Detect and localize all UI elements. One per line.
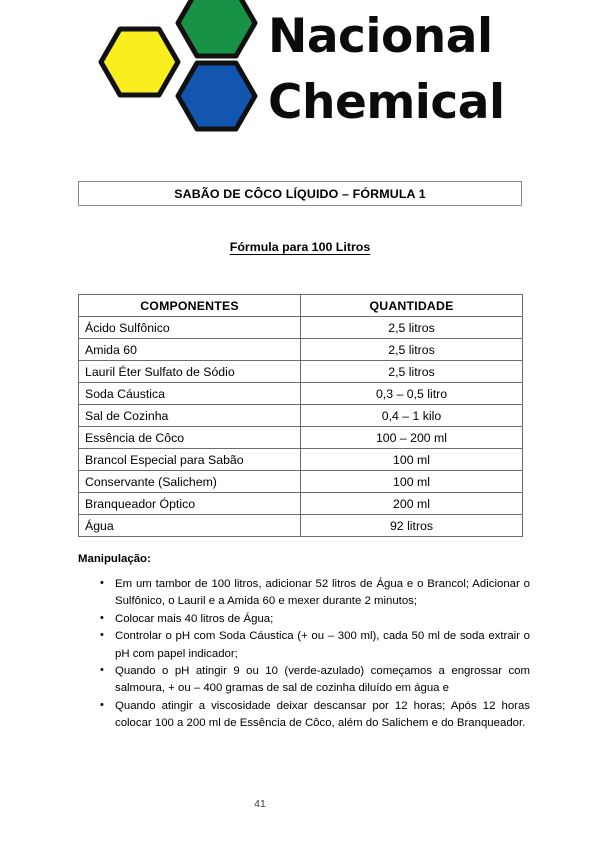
- table-header-row: [79, 295, 523, 317]
- cell-quantity: 2,5 litros: [301, 361, 523, 383]
- cell-component: Branqueador Óptico: [79, 493, 301, 515]
- cell-component: Brancol Especial para Sabão: [79, 449, 301, 471]
- manipulation-heading: Manipulação:: [78, 553, 151, 565]
- cell-quantity: 100 ml: [301, 449, 523, 471]
- cell-quantity: 2,5 litros: [301, 317, 523, 339]
- hexagon-blue-icon: [178, 63, 255, 129]
- table-body: [79, 317, 523, 537]
- list-item: • Quando atingir a viscosidade deixar descansar por 12 horas; Após 12 horas colocar 100 a 200 ml de Essência de Côco, além do Salichem e do Branqueador.: [78, 698, 530, 733]
- brand-name-line-1: Nacional: [268, 9, 493, 64]
- column-header-quantity: QUANTIDADE: [301, 295, 523, 317]
- manipulation-section: [78, 553, 530, 733]
- table-row: [79, 339, 523, 361]
- hexagon-yellow-icon: [101, 29, 178, 95]
- list-item: • Controlar o pH com Soda Cáustica (+ ou – 300 ml), cada 50 ml de soda extrair o pH com papel indicador;: [78, 628, 530, 663]
- cell-quantity: 0,3 – 0,5 litro: [301, 383, 523, 405]
- brand-name-line-2: Chemical: [268, 75, 505, 130]
- list-item: • Quando o pH atingir 9 ou 10 (verde-azulado) começamos a engrossar com salmoura, + ou – 400 gramas de sal de cozinha diluído em água e: [78, 663, 530, 698]
- cell-quantity: 100 – 200 ml: [301, 427, 523, 449]
- list-item: • Colocar mais 40 litros de Água;: [78, 611, 530, 628]
- cell-component: Ácido Sulfônico: [79, 317, 301, 339]
- formula-subtitle: Fórmula para 100 Litros: [229, 240, 371, 254]
- table-row: [79, 317, 523, 339]
- table-row: [79, 427, 523, 449]
- cell-component: Sal de Cozinha: [79, 405, 301, 427]
- cell-quantity: 0,4 – 1 kilo: [301, 405, 523, 427]
- table-row: [79, 471, 523, 493]
- table-row: [79, 383, 523, 405]
- table-row: [79, 361, 523, 383]
- table-row: [79, 405, 523, 427]
- page-number: 41: [254, 798, 266, 810]
- document-title-box: [78, 181, 522, 206]
- table-row: [79, 449, 523, 471]
- table-row: [79, 515, 523, 537]
- cell-component: Conservante (Salichem): [79, 471, 301, 493]
- table-header: [79, 295, 523, 317]
- manipulation-steps-list: [78, 576, 530, 733]
- cell-quantity: 200 ml: [301, 493, 523, 515]
- brand-wordmark: [268, 4, 598, 154]
- list-item: • Em um tambor de 100 litros, adicionar 52 litros de Água e o Brancol; Adicionar o Sulfônico, o Lauril e a Amida 60 e mexer durante 2 minutos;: [78, 576, 530, 611]
- cell-component: Essência de Côco: [79, 427, 301, 449]
- cell-component: Água: [79, 515, 301, 537]
- column-header-components: COMPONENTES: [79, 295, 301, 317]
- cell-component: Amida 60: [79, 339, 301, 361]
- page-title: SABÃO DE CÔCO LÍQUIDO – FÓRMULA 1: [174, 186, 426, 201]
- components-table: [78, 294, 523, 537]
- cell-quantity: 2,5 litros: [301, 339, 523, 361]
- cell-component: Lauril Éter Sulfato de Sódio: [79, 361, 301, 383]
- cell-quantity: 92 litros: [301, 515, 523, 537]
- hexagon-logo-mark: [82, 0, 272, 162]
- hexagon-green-icon: [178, 0, 255, 56]
- company-logo: [0, 0, 600, 160]
- cell-quantity: 100 ml: [301, 471, 523, 493]
- cell-component: Soda Cáustica: [79, 383, 301, 405]
- table-row: [79, 493, 523, 515]
